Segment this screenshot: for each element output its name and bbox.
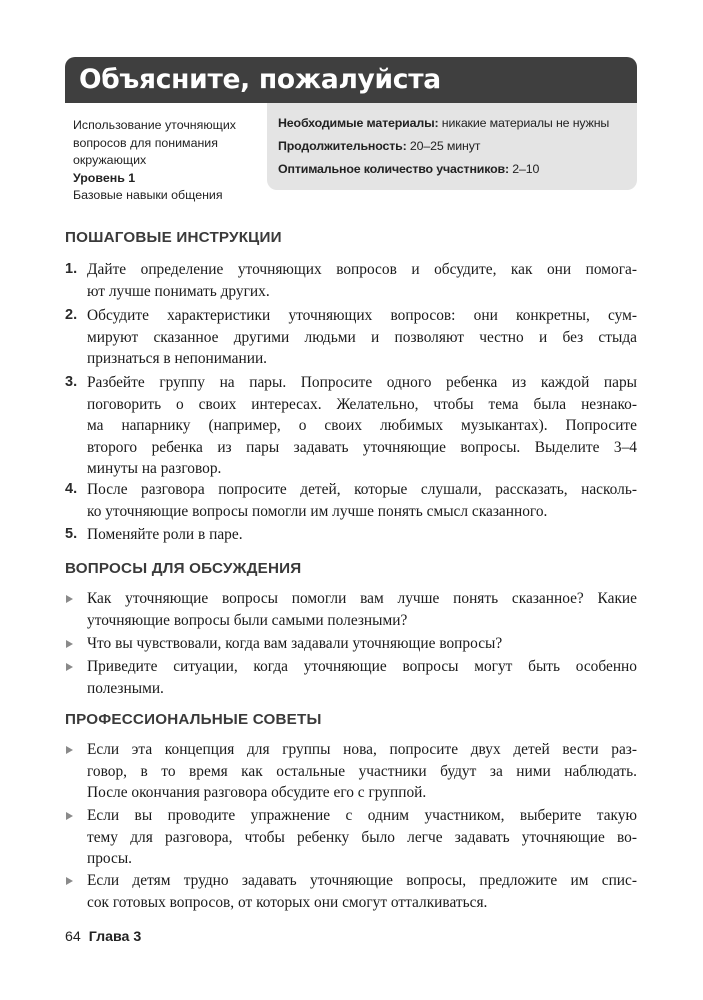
step-text-line: второго ребенка из пары задавать уточняющие вопросы. Выделите 3–4 (87, 438, 637, 456)
discussion-item (65, 633, 637, 655)
tip-text-line: Если вы проводите упражнение с одним участником, выберите такую (87, 807, 637, 824)
chapter-label: Глава 3 (88, 929, 142, 945)
step-text-line: Разбейте группу на пары. Попросите одного ребенка из каждой пары (87, 374, 637, 391)
step-text-line: Поменяйте роли в паре. (87, 526, 243, 543)
triangle-bullet-icon (66, 812, 73, 820)
triangle-bullet-icon (66, 877, 73, 885)
duration-value: 20–25 минут (406, 139, 481, 153)
tip-text-line: тему для разговора, чтобы ребенку было легче задавать уточняющие во- (87, 828, 637, 846)
tip-item (65, 870, 637, 913)
discussion-text-line: полезными. (87, 679, 164, 697)
step-item (65, 305, 637, 370)
tip-text-line: Если детям трудно задавать уточняющие вопросы, предложите им спис- (87, 872, 637, 889)
level-label: Уровень 1 (73, 170, 136, 185)
title-banner (65, 57, 637, 103)
page-title: Объясните, пожалуйста (79, 64, 441, 95)
step-item (65, 524, 637, 546)
triangle-bullet-icon (66, 663, 73, 671)
step-text-line: минуты на разговор. (87, 460, 222, 478)
tip-item (65, 739, 637, 804)
tips-heading: ПРОФЕССИОНАЛЬНЫЕ СОВЕТЫ (65, 711, 322, 728)
materials-row (278, 116, 609, 130)
step-number: 2. (65, 307, 78, 323)
steps-heading: ПОШАГОВЫЕ ИНСТРУКЦИИ (65, 229, 282, 246)
duration-row (278, 139, 480, 153)
tip-text-line: просы. (87, 850, 133, 868)
participants-row (278, 162, 539, 176)
materials-value: никакие материалы не нужны (438, 116, 610, 130)
discussion-item (65, 656, 637, 699)
summary-line: вопросов для понимания (73, 135, 218, 150)
tip-text-line: После окончания разговора обсудите его с группой. (87, 784, 427, 802)
step-item (65, 372, 637, 480)
step-text-line: ют лучше понимать других. (87, 282, 270, 300)
discussion-heading: ВОПРОСЫ ДЛЯ ОБСУЖДЕНИЯ (65, 560, 302, 577)
step-text-line: признаться в непонимании. (87, 350, 268, 368)
discussion-text-line: Что вы чувствовали, когда вам задавали уточняющие вопросы? (87, 635, 503, 652)
step-text-line: ма напарнику (например, о своих любимых музыкантах). Попросите (87, 417, 637, 435)
step-text-line: После разговора попросите детей, которые слушали, рассказать, насколь- (87, 481, 637, 498)
page-footer (65, 929, 141, 945)
step-text-line: Обсудите характеристики уточняющих вопросов: они конкретны, сум- (87, 307, 637, 324)
discussion-text-line: уточняющие вопросы были самыми полезными? (87, 611, 408, 629)
step-number: 4. (65, 481, 78, 497)
activity-summary (73, 117, 263, 205)
triangle-bullet-icon (66, 595, 73, 603)
step-number: 3. (65, 374, 78, 390)
tip-text-line: говор, в то время как остальные участники будут за ними наблюдать. (87, 762, 637, 780)
discussion-text-line: Приведите ситуации, когда уточняющие вопросы могут быть особенно (87, 658, 637, 675)
triangle-bullet-icon (66, 746, 73, 754)
step-number: 1. (65, 261, 78, 277)
summary-line: окружающих (73, 153, 147, 167)
level-description: Базовые навыки общения (73, 188, 223, 202)
step-item (65, 259, 637, 302)
triangle-bullet-icon (66, 640, 73, 648)
participants-label: Оптимальное количество участников: (278, 162, 509, 176)
step-text-line: поговорить о своих интересах. Желательно, чтобы тема была незнако- (87, 395, 637, 413)
tip-text-line: Если эта концепция для группы нова, попросите двух детей вести раз- (87, 741, 637, 758)
summary-line: Использование уточняющих (73, 118, 236, 132)
step-text-line: Дайте определение уточняющих вопросов и обсудите, как они помога- (87, 261, 637, 278)
step-number: 5. (65, 526, 78, 542)
requirements-box (267, 103, 637, 190)
discussion-text-line: Как уточняющие вопросы помогли вам лучше понять сказанное? Какие (87, 590, 637, 607)
tip-text-line: сок готовых вопросов, от которых они смогут отталкиваться. (87, 893, 488, 911)
materials-label: Необходимые материалы: (278, 116, 439, 130)
discussion-item (65, 588, 637, 631)
tip-item (65, 805, 637, 870)
step-text-line: мируют сказанное другими людьми и позволяют честно и без стыда (87, 328, 637, 346)
participants-value: 2–10 (509, 162, 540, 176)
page-number: 64 (65, 929, 81, 945)
step-text-line: ко уточняющие вопросы помогли им лучше понять смысл сказанного. (87, 502, 548, 520)
step-item (65, 479, 637, 522)
duration-label: Продолжительность: (278, 139, 407, 153)
